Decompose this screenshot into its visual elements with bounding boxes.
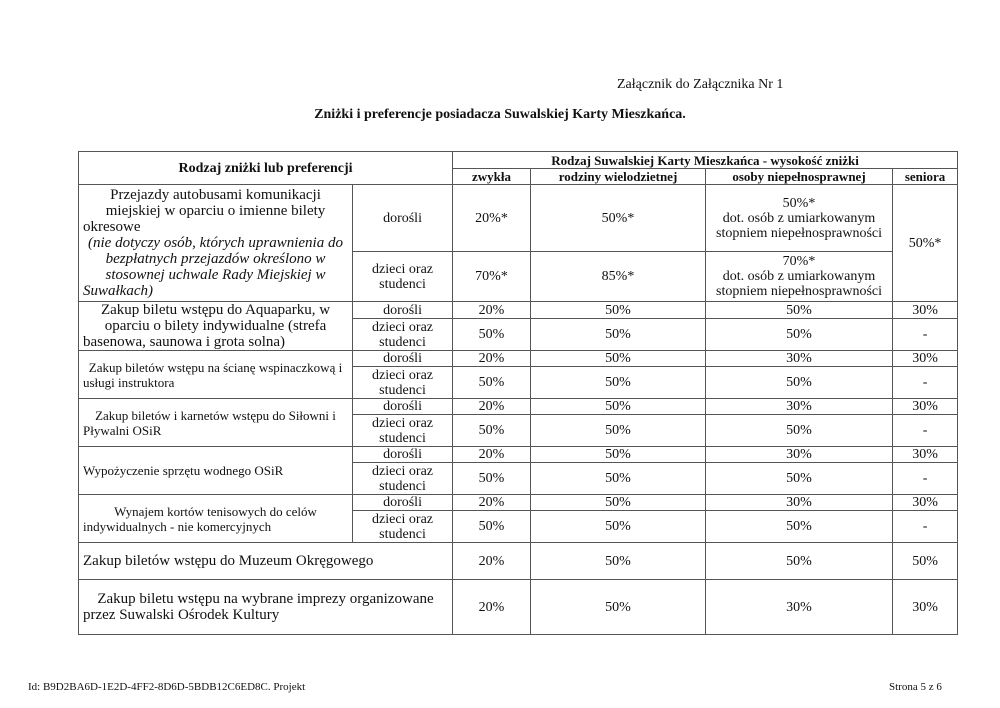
group-adults: dorośli xyxy=(353,399,453,415)
cell-disabled: 50% xyxy=(706,511,893,543)
header-col-senior: seniora xyxy=(893,169,958,185)
cell-large-family: 50% xyxy=(531,580,706,635)
cell-senior: 30% xyxy=(893,302,958,319)
page-number: Strona 5 z 6 xyxy=(889,681,942,693)
header-col-disabled: osoby niepełnosprawnej xyxy=(706,169,893,185)
table-row xyxy=(79,185,958,252)
table-row xyxy=(79,543,958,580)
cell-senior: - xyxy=(893,367,958,399)
cell-large-family: 50% xyxy=(531,543,706,580)
cell-senior: 30% xyxy=(893,447,958,463)
cell-disabled: 50% xyxy=(706,302,893,319)
document-id: Id: B9D2BA6D-1E2D-4FF2-8D6D-5BDB12C6ED8C. Projekt xyxy=(28,681,306,693)
row-description: Zakup biletu wstępu do Aquaparku, w oparciu o bilety indywidualne (strefa basenowa, saunowa i grota solna) xyxy=(79,302,353,351)
table-row xyxy=(79,399,958,415)
row-description: Wypożyczenie sprzętu wodnego OSiR xyxy=(79,447,353,495)
cell-large-family: 50% xyxy=(531,319,706,351)
header-col-large-family: rodziny wielodzietnej xyxy=(531,169,706,185)
cell-senior: 30% xyxy=(893,580,958,635)
group-adults: dorośli xyxy=(353,351,453,367)
cell-regular: 20% xyxy=(453,580,531,635)
cell-large-family: 50% xyxy=(531,367,706,399)
cell-large-family: 50% xyxy=(531,415,706,447)
table-row xyxy=(79,351,958,367)
row-description xyxy=(79,185,353,302)
header-kind: Rodzaj zniżki lub preferencji xyxy=(79,152,453,185)
group-adults: dorośli xyxy=(353,302,453,319)
cell-disabled-value: 70%* xyxy=(782,254,816,269)
cell-senior: 30% xyxy=(893,351,958,367)
cell-senior: 50%* xyxy=(893,185,958,302)
cell-large-family: 50% xyxy=(531,351,706,367)
row-description: Zakup biletu wstępu na wybrane imprezy organizowane przez Suwalski Ośrodek Kultury xyxy=(79,580,453,635)
group-children: dzieci oraz studenci xyxy=(353,367,453,399)
table-row xyxy=(79,447,958,463)
cell-large-family: 50%* xyxy=(531,185,706,252)
row-description: Zakup biletów i karnetów wstępu do Siłowni i Pływalni OSiR xyxy=(79,399,353,447)
table-row xyxy=(79,302,958,319)
cell-large-family: 50% xyxy=(531,463,706,495)
cell-large-family: 50% xyxy=(531,511,706,543)
cell-large-family: 50% xyxy=(531,302,706,319)
cell-large-family: 50% xyxy=(531,447,706,463)
cell-regular: 50% xyxy=(453,415,531,447)
cell-regular: 20% xyxy=(453,302,531,319)
cell-disabled: 50% xyxy=(706,543,893,580)
cell-disabled: 30% xyxy=(706,399,893,415)
cell-large-family: 50% xyxy=(531,495,706,511)
cell-senior: - xyxy=(893,463,958,495)
document-title: Zniżki i preferencje posiadacza Suwalskiej Karty Mieszkańca. xyxy=(314,107,686,122)
cell-regular: 20% xyxy=(453,495,531,511)
cell-disabled xyxy=(706,185,893,252)
cell-senior: 30% xyxy=(893,399,958,415)
row-description: Zakup biletów wstępu do Muzeum Okręgowego xyxy=(79,543,453,580)
row-description-note: (nie dotyczy osób, których uprawnienia do bezpłatnych przejazdów określono w stosownej uchwale Rady Miejskiej w Suwałkach) xyxy=(83,235,343,299)
cell-senior: - xyxy=(893,415,958,447)
cell-disabled: 50% xyxy=(706,415,893,447)
group-adults: dorośli xyxy=(353,495,453,511)
cell-regular: 20%* xyxy=(453,185,531,252)
discount-table xyxy=(78,151,958,635)
cell-large-family: 85%* xyxy=(531,252,706,302)
cell-disabled: 30% xyxy=(706,580,893,635)
cell-disabled-note: dot. osób z umiarkowanym stopniem niepełnosprawności xyxy=(716,269,883,299)
cell-large-family: 50% xyxy=(531,399,706,415)
cell-disabled xyxy=(706,252,893,302)
cell-regular: 70%* xyxy=(453,252,531,302)
cell-disabled: 30% xyxy=(706,447,893,463)
row-description: Zakup biletów wstępu na ścianę wspinaczkową i usługi instruktora xyxy=(79,351,353,399)
cell-disabled-note: dot. osób z umiarkowanym stopniem niepełnosprawności xyxy=(716,210,883,241)
cell-regular: 50% xyxy=(453,367,531,399)
group-children: dzieci oraz studenci xyxy=(353,319,453,351)
cell-senior: 50% xyxy=(893,543,958,580)
cell-regular: 20% xyxy=(453,399,531,415)
table-row xyxy=(79,580,958,635)
cell-disabled: 30% xyxy=(706,351,893,367)
cell-disabled: 50% xyxy=(706,367,893,399)
group-children: dzieci oraz studenci xyxy=(353,252,453,302)
row-description: Wynajem kortów tenisowych do celów indywidualnych - nie komercyjnych xyxy=(79,495,353,543)
cell-senior: - xyxy=(893,511,958,543)
cell-regular: 50% xyxy=(453,463,531,495)
cell-disabled: 50% xyxy=(706,319,893,351)
group-children: dzieci oraz studenci xyxy=(353,415,453,447)
cell-senior: 30% xyxy=(893,495,958,511)
cell-senior: - xyxy=(893,319,958,351)
cell-regular: 50% xyxy=(453,319,531,351)
cell-regular: 50% xyxy=(453,511,531,543)
header-card-group: Rodzaj Suwalskiej Karty Mieszkańca - wysokość zniżki xyxy=(453,152,958,169)
table-row xyxy=(79,495,958,511)
cell-disabled: 30% xyxy=(706,495,893,511)
cell-disabled-value: 50%* xyxy=(782,195,816,211)
group-children: dzieci oraz studenci xyxy=(353,511,453,543)
header-col-regular: zwykła xyxy=(453,169,531,185)
group-adults: dorośli xyxy=(353,185,453,252)
row-description-text: Przejazdy autobusami komunikacji miejskiej w oparciu o imienne bilety okresowe xyxy=(83,187,326,235)
group-adults: dorośli xyxy=(353,447,453,463)
cell-regular: 20% xyxy=(453,447,531,463)
annex-label: Załącznik do Załącznika Nr 1 xyxy=(617,77,784,92)
cell-regular: 20% xyxy=(453,543,531,580)
cell-disabled: 50% xyxy=(706,463,893,495)
group-children: dzieci oraz studenci xyxy=(353,463,453,495)
cell-regular: 20% xyxy=(453,351,531,367)
